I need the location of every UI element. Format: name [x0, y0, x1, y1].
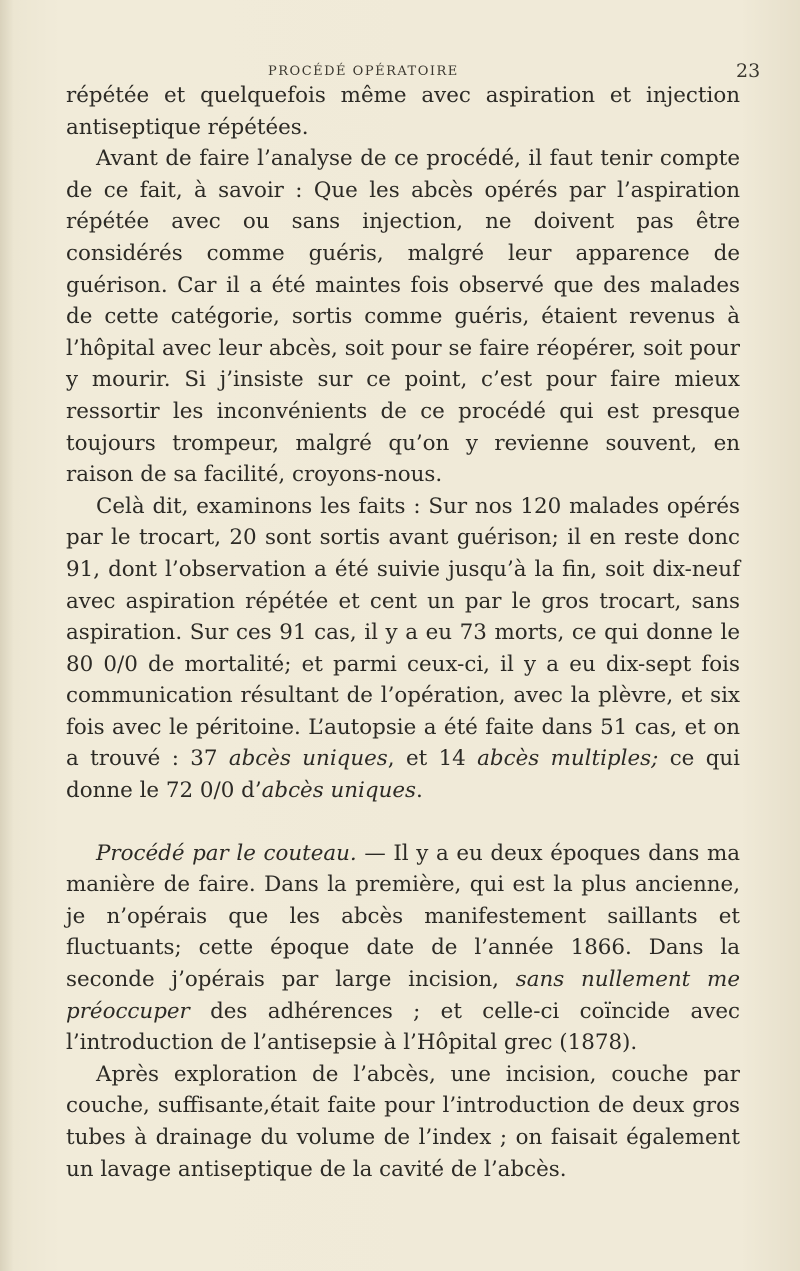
- running-head: PROCÉDÉ OPÉRATOIRE: [268, 64, 459, 79]
- paragraph-4-text-a: — Il y a eu deux époques dans ma manière de faire. Dans la première, qui est la plus ancienne, je n’opérais que les abcès manifestement saillants et fluctuants; cette époque date de l’année 1866. Dans la seconde j’opérais par large incision,: [66, 840, 740, 993]
- paragraph-3-text-d: .: [416, 778, 423, 804]
- paragraph-3-text-b: , et 14: [387, 746, 478, 772]
- paragraph-1: répétée et quelquefois même avec aspiration et injection antiseptique répétées.: [66, 83, 740, 140]
- paragraph-3-italic-1: abcès uniques: [228, 746, 388, 772]
- section-heading: Procédé par le couteau.: [96, 840, 357, 866]
- paragraph-4-text-b: des adhérences ; et celle-ci coïncide avec l’introduction de l’antisepsie à l’Hôpital grec (1878).: [66, 998, 740, 1056]
- paragraph-3-text-c: ce qui donne le 72 0/0 d’: [66, 746, 741, 804]
- paragraph-4: [66, 838, 740, 1059]
- body-text: [66, 80, 740, 1185]
- paragraph-3-text-a: Celà dit, examinons les faits : Sur nos 120 malades opérés par le trocart, 20 sont sortis avant guérison; il en reste donc 91, dont l’observation a été suivie jusqu’à la fin, soit dix-neuf avec aspiration répétée et cent un par le gros trocart, sans aspiration. Sur ces 91 cas, il y a eu 73 morts, ce qui donne le 80 0/0 de mortalité; et parmi ceux-ci, il y a eu dix-sept fois communication résultant de l’opération, avec la plèvre, et six fois avec le péritoine. L’autopsie a été faite dans 51 cas, et on a trouvé : 37: [66, 493, 740, 772]
- paragraph-3-italic-2: abcès multiples;: [477, 746, 659, 772]
- paragraph-3: [66, 491, 740, 807]
- paragraph-3-italic-3: abcès uniques: [261, 778, 416, 804]
- page-number: 23: [736, 60, 761, 82]
- paragraph-4-italic: sans nullement me préoccuper: [66, 967, 740, 1024]
- paragraph-2: Avant de faire l’analyse de ce procédé, il faut tenir compte de ce fait, à savoir : Que les abcès opérés par l’aspiration répétée avec ou sans injection, ne doivent pas être considérés comme guéris, malgré leur apparence de guérison. Car il a été maintes fois observé que des malades de cette catégorie, sortis comme guéris, étaient revenus à l’hôpital avec leur abcès, soit pour se faire réopérer, soit pour y mourir. Si j’insiste sur ce point, c’est pour faire mieux ressortir les inconvénients de ce procédé qui est presque toujours trompeur, malgré qu’on y revienne souvent, en raison de sa facilité, croyons-nous.: [66, 146, 740, 488]
- paragraph-5: Après exploration de l’abcès, une incision, couche par couche, suffisante,était faite pour l’introduction de deux gros tubes à drainage du volume de l’index ; on faisait également un lavage antiseptique de la cavité de l’abcès.: [66, 1061, 740, 1182]
